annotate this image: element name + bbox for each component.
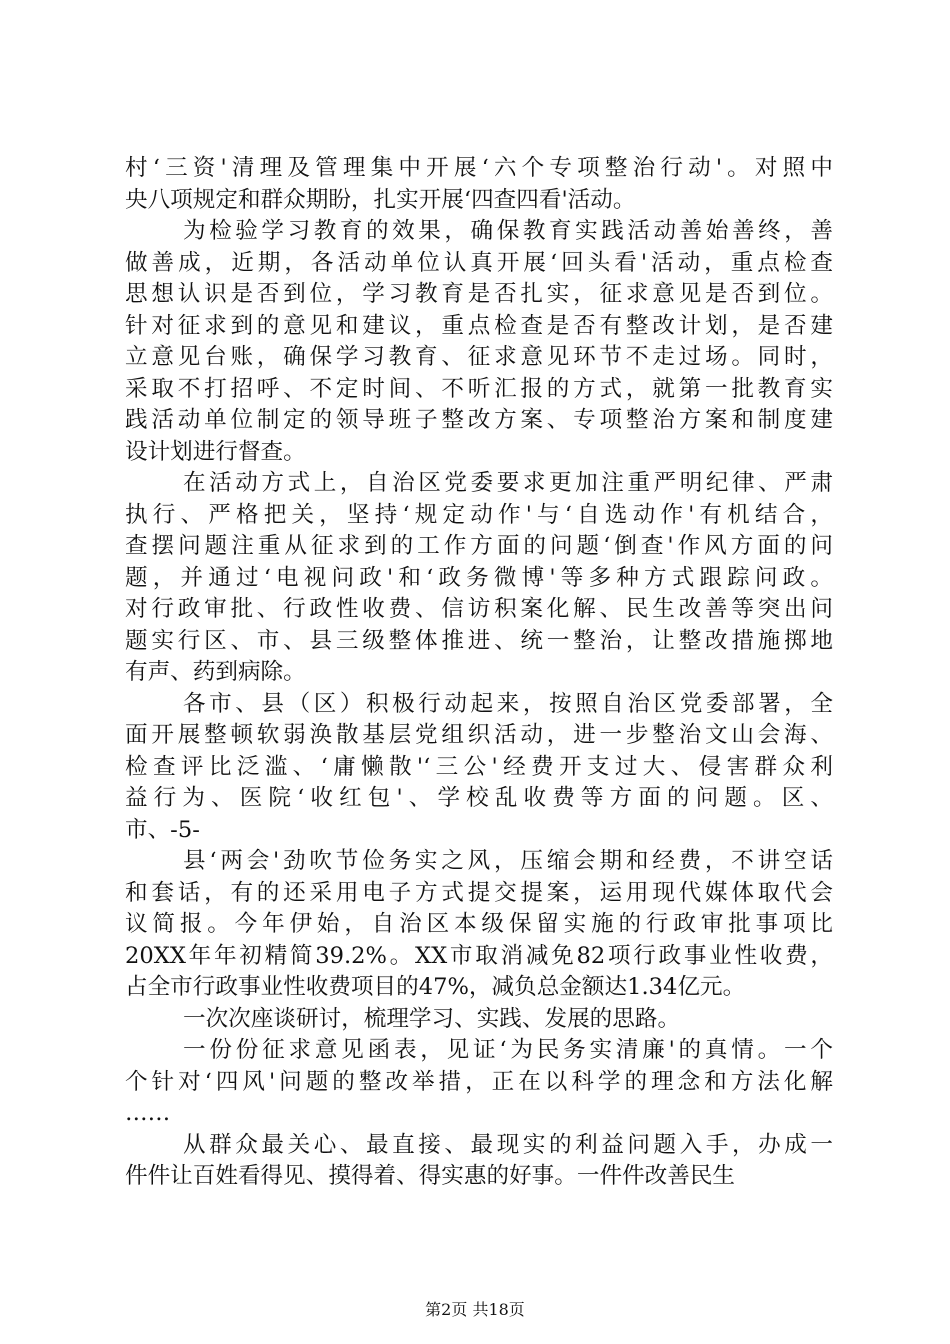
document-body (125, 153, 833, 1193)
paragraph-line: 县‘两会'劲吹节俭务实之风，压缩会期和经费，不讲空话 (183, 848, 833, 874)
paragraph-line: 一份份征求意见函表，见证‘为民务实清廉'的真情。一个 (183, 1037, 833, 1063)
paragraph-line: 件件让百姓看得见、摸得着、得实惠的好事。一件件改善民生 (125, 1163, 736, 1189)
paragraph-line: 践活动单位制定的领导班子整改方案、专项整治方案和制度建 (125, 407, 833, 433)
paragraph (125, 153, 833, 216)
paragraph (125, 468, 833, 689)
paragraph (125, 689, 833, 847)
page-footer (0, 1300, 950, 1320)
paragraph-line: 益行为、医院‘收红包'、学校乱收费等方面的问题。区、 (125, 785, 833, 811)
paragraph-line: 一次次座谈研讨，梳理学习、实践、发展的思路。 (183, 1005, 681, 1032)
paragraph-line: 执行、严格把关，坚持‘规定动作'与‘自选动作'有机结合， (125, 501, 833, 528)
paragraph-line: 检查评比泛滥、‘庸懒散'‘三公'经费开支过大、侵害群众利 (125, 753, 833, 780)
paragraph-line: 市、-5- (125, 816, 200, 843)
paragraph-line: 村‘三资'清理及管理集中开展‘六个专项整治行动'。对照中 (125, 155, 833, 181)
paragraph (125, 1130, 833, 1193)
page-number-label: 第2页 共18页 (425, 1300, 525, 1319)
paragraph-line: 个针对‘四风'问题的整改举措，正在以科学的理念和方法化解 (125, 1068, 833, 1095)
paragraph-line: 央八项规定和群众期盼，扎实开展‘四查四看'活动。 (125, 186, 636, 213)
paragraph (125, 1004, 833, 1036)
paragraph-line: 各市、县（区）积极行动起来，按照自治区党委部署，全 (183, 690, 833, 717)
paragraph (125, 1035, 833, 1130)
paragraph-line: 题实行区、市、县三级整体推进、统一整治，让整改措施掷地 (125, 627, 833, 654)
paragraph-line: 题，并通过‘电视问政'和‘政务微博'等多种方式跟踪问政。 (125, 564, 833, 591)
paragraph-line: 对行政审批、行政性收费、信访积案化解、民生改善等突出问 (125, 596, 833, 622)
paragraph-line: 采取不打招呼、不定时间、不听汇报的方式，就第一批教育实 (125, 375, 833, 402)
paragraph-line: 20XX年年初精简39.2%。XX市取消减免82项行政事业性收费， (125, 942, 833, 969)
paragraph (125, 216, 833, 468)
paragraph-line: 在活动方式上，自治区党委要求更加注重严明纪律、严肃 (183, 470, 833, 496)
paragraph-line: 为检验学习教育的效果，确保教育实践活动善始善终，善 (183, 218, 833, 244)
paragraph-line: 做善成，近期，各活动单位认真开展‘回头看'活动，重点检查 (125, 249, 833, 276)
paragraph-line: 面开展整顿软弱涣散基层党组织活动，进一步整治文山会海、 (125, 722, 833, 748)
paragraph-line: 针对征求到的意见和建议，重点检查是否有整改计划，是否建 (125, 312, 833, 339)
paragraph (125, 846, 833, 1004)
paragraph-line: 设计划进行督查。 (125, 438, 306, 465)
paragraph-line: …… (125, 1100, 171, 1126)
paragraph-line: 有声、药到病除。 (125, 659, 306, 685)
paragraph-line: 思想认识是否到位，学习教育是否扎实，征求意见是否到位。 (125, 281, 833, 307)
paragraph-line: 立意见台账，确保学习教育、征求意见环节不走过场。同时， (125, 344, 833, 370)
paragraph-line: 从群众最关心、最直接、最现实的利益问题入手，办成一 (183, 1131, 833, 1158)
paragraph-line: 占全市行政事业性收费项目的47%，减负总金额达1.34亿元。 (125, 974, 746, 1000)
paragraph-line: 和套话，有的还采用电子方式提交提案，运用现代媒体取代会 (125, 879, 833, 906)
paragraph-line: 议简报。今年伊始，自治区本级保留实施的行政审批事项比 (125, 911, 833, 937)
paragraph-line: 查摆问题注重从征求到的工作方面的问题‘倒查'作风方面的问 (125, 533, 833, 559)
